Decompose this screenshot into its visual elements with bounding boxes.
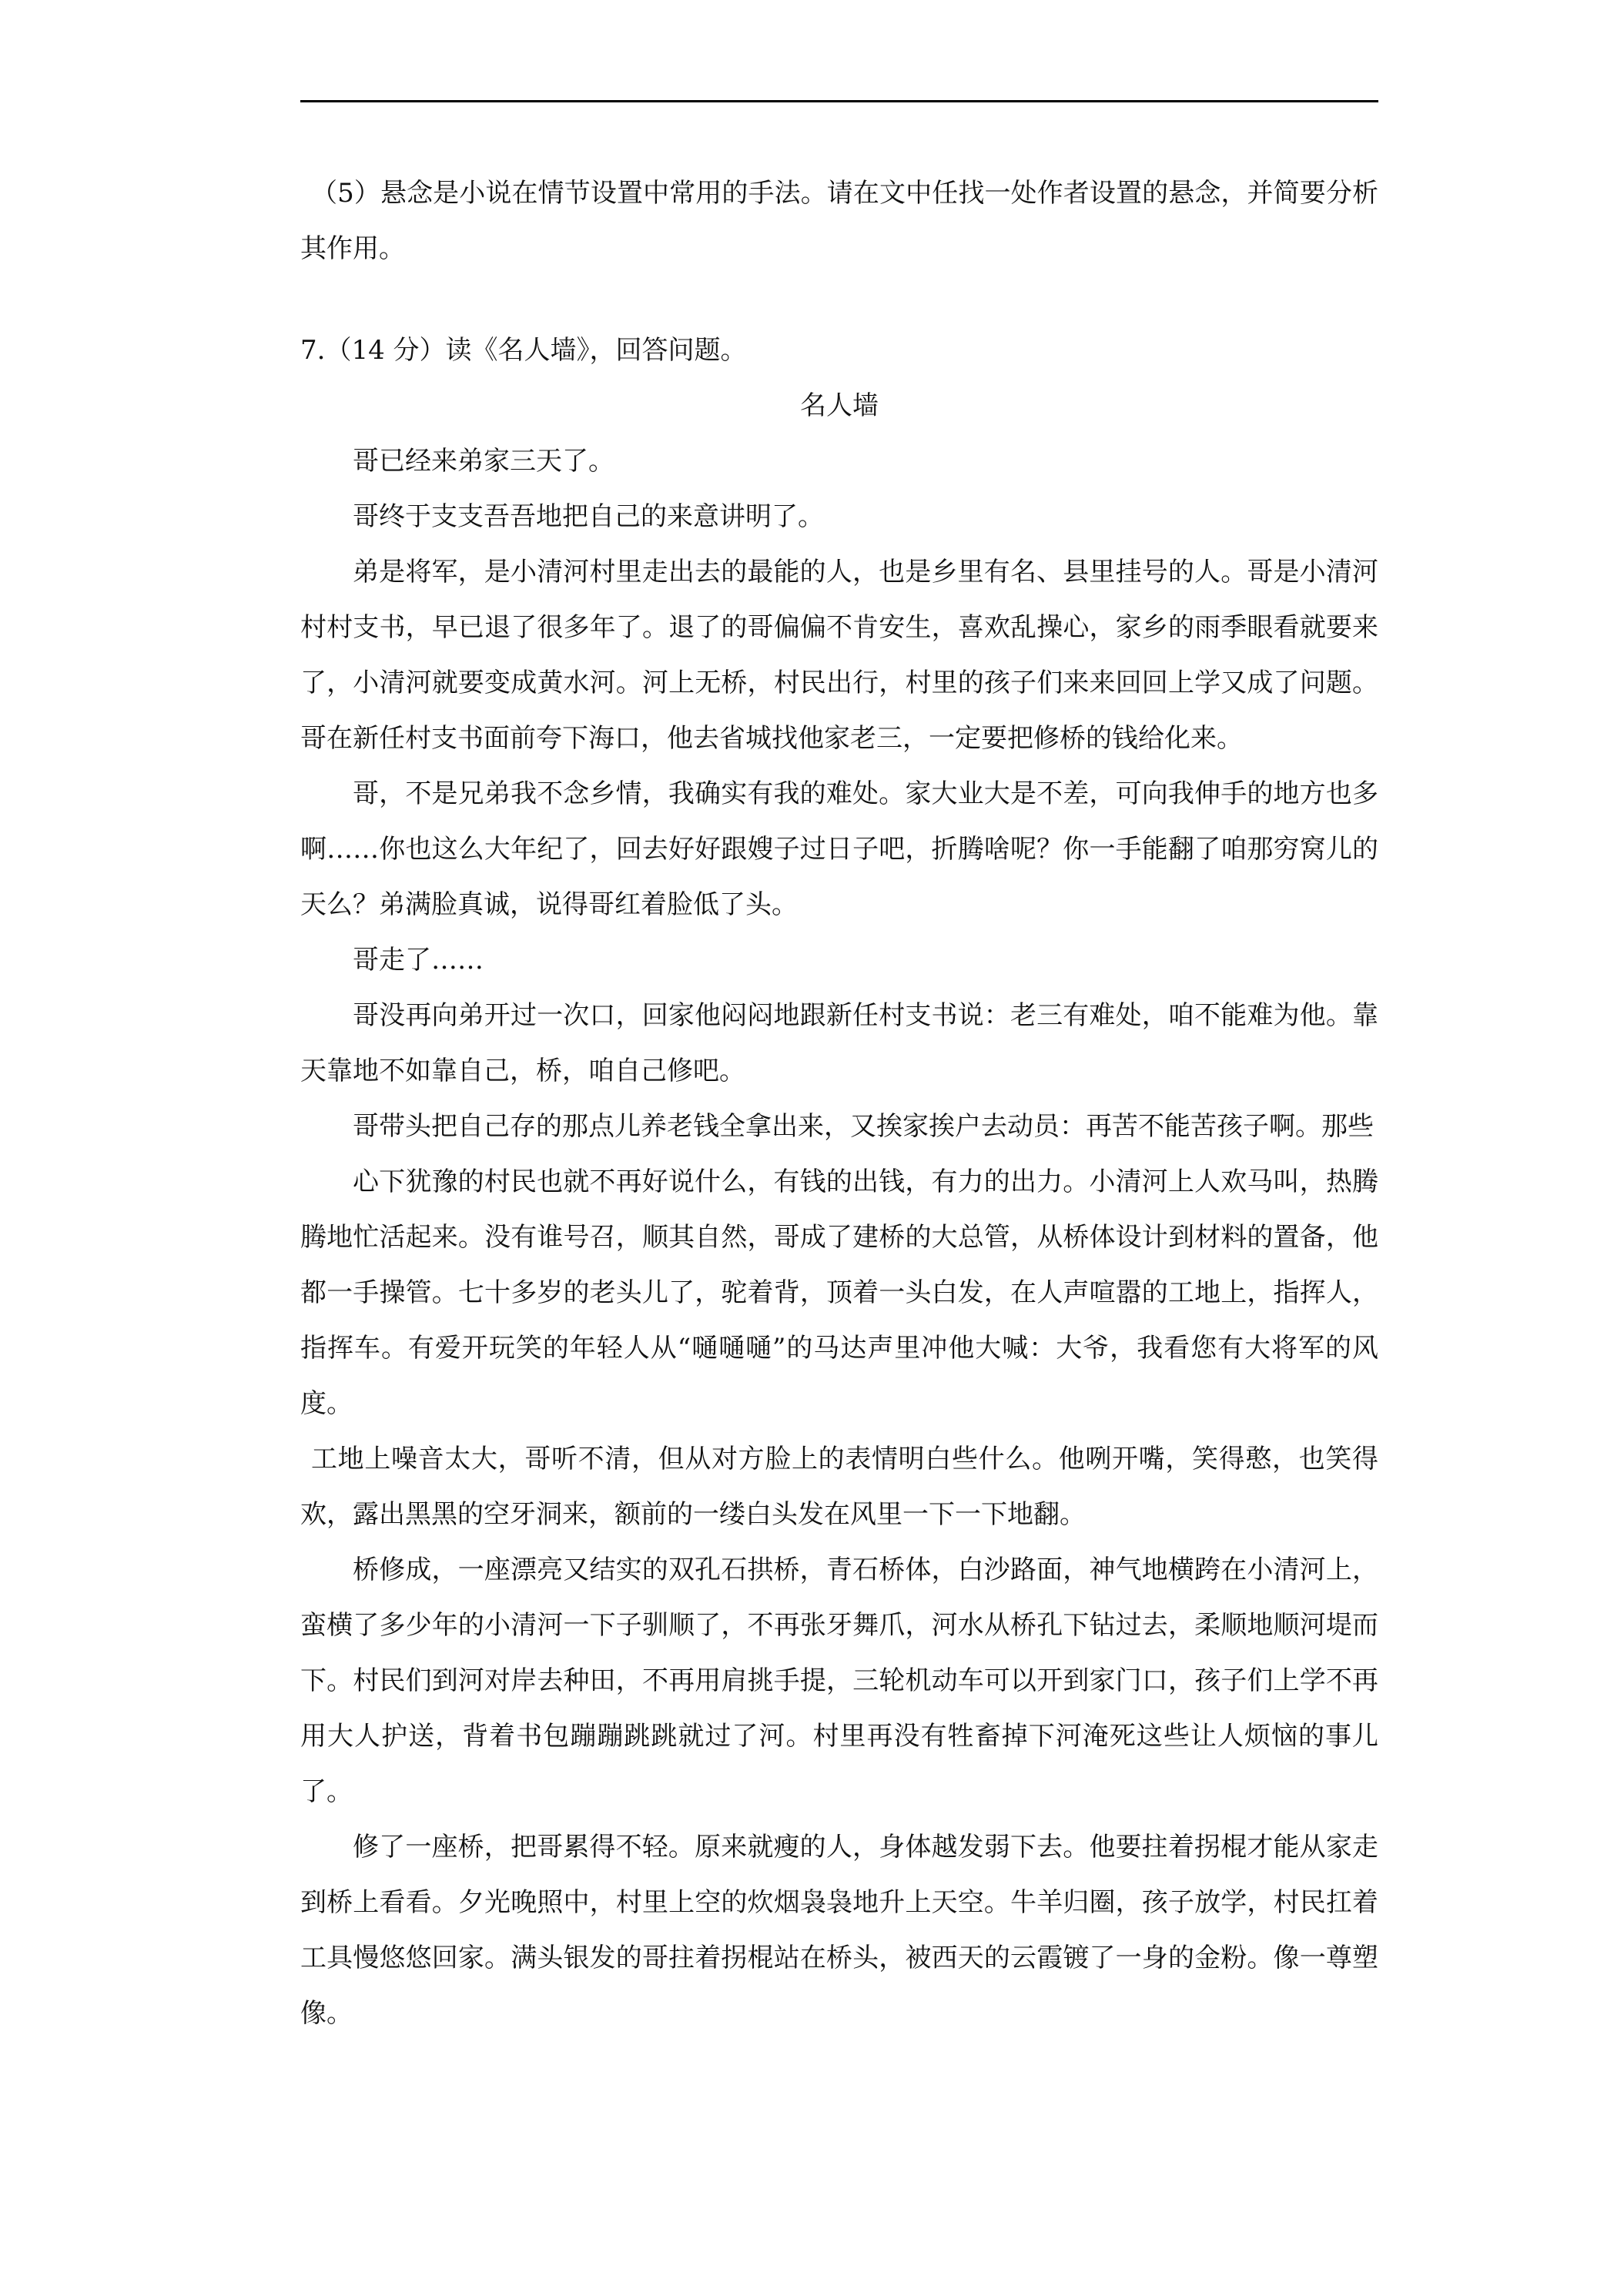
paragraph: 哥走了…… — [353, 945, 484, 976]
paragraph: 心下犹豫的村民也就不再好说什么，有钱的出钱，有力的出力。小清河上人欢马叫，热腾腾地忙活起来。没有谁号召，顺其自然，哥成了建桥的大总管，从桥体设计到材料的置备，他都一手操管。七十多岁的老头儿了，驼着背，顶着一头白发，在人声喧嚣的工地上，指挥人，指挥车。有爱开玩笑的年轻人从“嗵嗵嗵”的马达声里冲他大喊：大爷，我看您有大将军的风度。 — [300, 1166, 1378, 1419]
paragraph: 修了一座桥，把哥累得不轻。原来就瘦的人，身体越发弱下去。他要拄着拐棍才能从家走到桥上看看。夕光晚照中，村里上空的炊烟袅袅地升上天空。牛羊归圈，孩子放学，村民扛着工具慢悠悠回家。满头银发的哥拄着拐棍站在桥头，被西天的云霞镀了一身的金粉。像一尊塑像。 — [300, 1832, 1378, 2029]
paragraph: 哥，不是兄弟我不念乡情，我确实有我的难处。家大业大是不差，可向我伸手的地方也多啊……你也这么大年纪了，回去好好跟嫂子过日子吧，折腾啥呢？你一手能翻了咱那穷窝儿的天么？弟满脸真诚，说得哥红着脸低了头。 — [300, 778, 1378, 920]
question-7: 7.（14 分）读《名人墙》，回答问题。 — [300, 335, 747, 366]
document-body — [300, 166, 1378, 2041]
paragraph: 哥没再向弟开过一次口，回家他闷闷地跟新任村支书说：老三有难处，咱不能难为他。靠天靠地不如靠自己，桥，咱自己修吧。 — [300, 1000, 1378, 1086]
paragraph: 桥修成，一座漂亮又结实的双孔石拱桥，青石桥体，白沙路面，神气地横跨在小清河上，蛮横了多少年的小清河一下子驯顺了，不再张牙舞爪，河水从桥孔下钻过去，柔顺地顺河堤而下。村民们到河对岸去种田，不再用肩挑手提，三轮机动车可以开到家门口，孩子们上学不再用大人护送，背着书包蹦蹦跳跳就过了河。村里再没有牲畜掉下河淹死这些让人烦恼的事儿了。 — [300, 1555, 1378, 1807]
paragraph: 哥已经来弟家三天了。 — [353, 446, 614, 477]
header-rule — [300, 100, 1378, 102]
paragraph: 哥终于支支吾吾地把自己的来意讲明了。 — [353, 501, 824, 532]
paragraph: 弟是将军，是小清河村里走出去的最能的人，也是乡里有名、县里挂号的人。哥是小清河村村支书，早已退了很多年了。退了的哥偏偏不肯安生，喜欢乱操心，家乡的雨季眼看就要来了，小清河就要变成黄水河。河上无桥，村民出行，村里的孩子们来来回回上学又成了问题。哥在新任村支书面前夸下海口，他去省城找他家老三，一定要把修桥的钱给化来。 — [300, 557, 1378, 754]
paragraph: 工地上噪音太大，哥听不清，但从对方脸上的表情明白些什么。他咧开嘴，笑得憨，也笑得欢，露出黑黑的空牙洞来，额前的一缕白头发在风里一下一下地翻。 — [300, 1444, 1378, 1530]
question-5: （5）悬念是小说在情节设置中常用的手法。请在文中任找一处作者设置的悬念，并简要分析其作用。 — [300, 178, 1378, 264]
paragraph: 哥带头把自己存的那点儿养老钱全拿出来，又挨家挨户去动员：再苦不能苦孩子啊。那些 — [353, 1111, 1374, 1142]
story-title: 名人墙 — [800, 390, 879, 421]
